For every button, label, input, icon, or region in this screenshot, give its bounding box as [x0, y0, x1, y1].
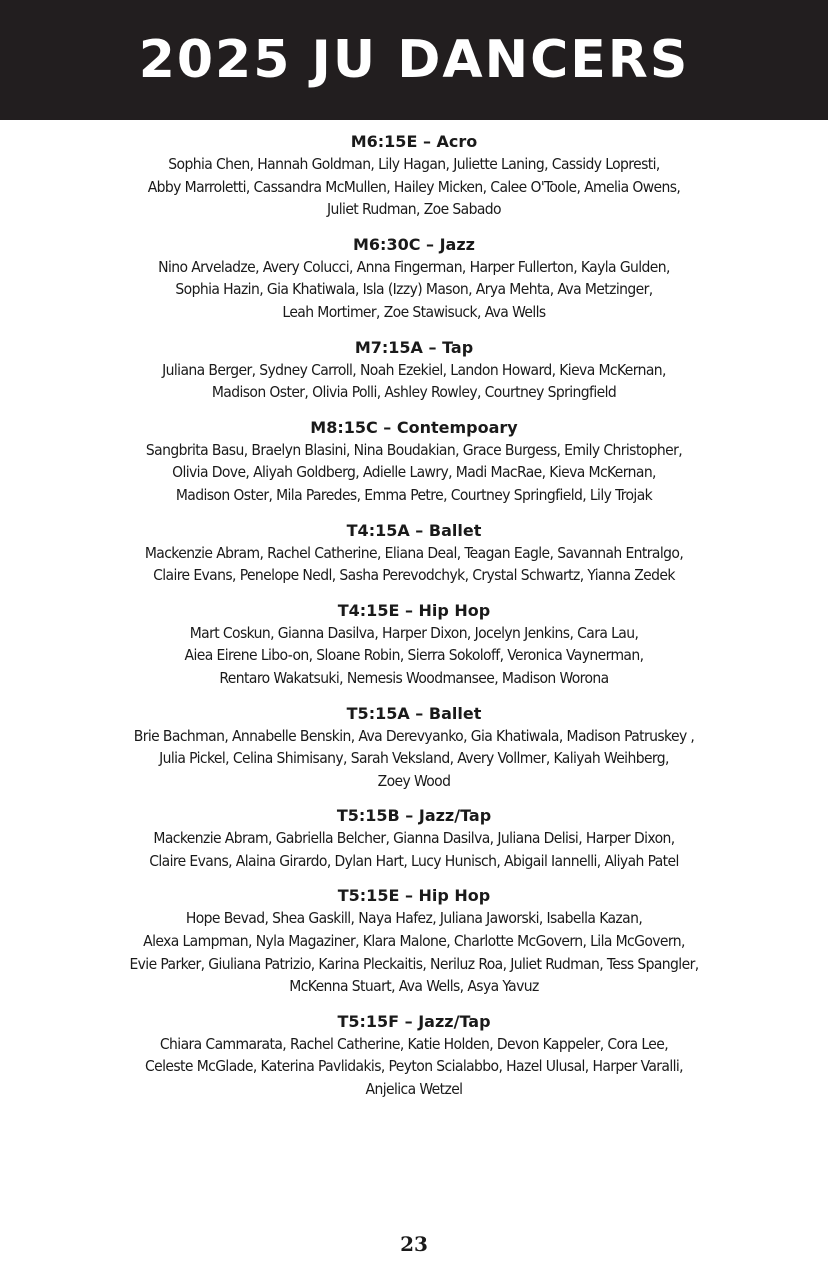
dancer-line: Mart Coskun, Gianna Dasilva, Harper Dixon, Jocelyn Jenkins, Cara Lau, — [189, 623, 639, 642]
dancer-line: Madison Oster, Olivia Polli, Ashley Rowley, Courtney Springfield — [211, 383, 617, 402]
dancer-line: Alexa Lampman, Nyla Magaziner, Klara Malone, Charlotte McGovern, Lila McGovern, — [143, 932, 685, 951]
dancer-line: Mackenzie Abram, Gabriella Belcher, Gianna Dasilva, Juliana Delisi, Harper Dixon, — [153, 829, 675, 848]
dancer-list — [0, 256, 828, 324]
class-heading: T5:15F – Jazz/Tap — [337, 1011, 491, 1031]
dancer-line: Claire Evans, Alaina Girardo, Dylan Hart, Lucy Hunisch, Abigail Iannelli, Aliyah Patel — [149, 851, 679, 870]
dancer-line: Aiea Eirene Libo-on, Sloane Robin, Sierra Sokoloff, Veronica Vaynerman, — [184, 646, 644, 665]
class-roster — [0, 130, 828, 1113]
dancer-line: Celeste McGlade, Katerina Pavlidakis, Peyton Scialabbo, Hazel Ulusal, Harper Varalli, — [144, 1057, 684, 1076]
dancer-list — [0, 439, 828, 507]
dancer-line: Madison Oster, Mila Paredes, Emma Petre, Courtney Springfield, Lily Trojak — [175, 485, 653, 504]
dancer-line: Sophia Chen, Hannah Goldman, Lily Hagan, Juliette Laning, Cassidy Lopresti, — [168, 155, 660, 173]
dancer-line: Abby Marroletti, Cassandra McMullen, Hailey Micken, Calee O'Toole, Amelia Owens, — [147, 177, 681, 196]
dancer-line: Anjelica Wetzel — [365, 1080, 463, 1099]
class-heading: M8:15C – Contempoary — [310, 417, 518, 437]
dancer-list — [0, 622, 828, 690]
class-heading: T4:15A – Ballet — [346, 520, 482, 540]
dancer-line: Juliet Rudman, Zoe Sabado — [327, 200, 501, 219]
dancer-line: Olivia Dove, Aliyah Goldberg, Adielle Lawry, Madi MacRae, Kieva McKernan, — [172, 463, 656, 482]
dancer-line: Evie Parker, Giuliana Patrizio, Karina Pleckaitis, Neriluz Roa, Juliet Rudman, Tess Spangler, — [129, 954, 699, 973]
dancer-list — [0, 725, 828, 793]
class-section — [0, 804, 828, 872]
class-section — [0, 1010, 828, 1101]
class-heading: T4:15E – Hip Hop — [337, 600, 491, 620]
dancer-line: Julia Pickel, Celina Shimisany, Sarah Veksland, Avery Vollmer, Kaliyah Weihberg, — [159, 749, 669, 768]
dancer-line: Brie Bachman, Annabelle Benskin, Ava Derevyanko, Gia Khatiwala, Madison Patruskey , — [133, 726, 695, 745]
dancer-line: Mackenzie Abram, Rachel Catherine, Eliana Deal, Teagan Eagle, Savannah Entralgo, — [144, 543, 684, 562]
dancer-list — [0, 542, 828, 587]
page-title: 2025 JU DANCERS — [138, 30, 690, 90]
dancer-list — [0, 1033, 828, 1101]
dancer-line: McKenna Stuart, Ava Wells, Asya Yavuz — [289, 977, 539, 996]
class-heading: M6:15E – Acro — [350, 132, 478, 151]
dancer-line: Rentaro Wakatsuki, Nemesis Woodmansee, Madison Worona — [219, 668, 609, 687]
dancer-list — [0, 153, 828, 221]
dancer-line: Zoey Wood — [377, 771, 451, 790]
class-section — [0, 599, 828, 690]
dancer-line: Nino Arveladze, Avery Colucci, Anna Fingerman, Harper Fullerton, Kayla Gulden, — [158, 257, 670, 276]
dancer-list — [0, 359, 828, 404]
class-heading: T5:15B – Jazz/Tap — [336, 806, 492, 826]
dancer-line: Hope Bevad, Shea Gaskill, Naya Hafez, Juliana Jaworski, Isabella Kazan, — [185, 909, 643, 928]
dancer-list — [0, 827, 828, 872]
class-section — [0, 233, 828, 324]
class-heading: M7:15A – Tap — [354, 337, 474, 357]
class-section — [0, 702, 828, 793]
class-heading: T5:15E – Hip Hop — [337, 886, 491, 906]
class-heading: T5:15A – Ballet — [346, 703, 482, 723]
class-section — [0, 336, 828, 404]
dancer-list — [0, 907, 828, 997]
dancer-line: Leah Mortimer, Zoe Stawisuck, Ava Wells — [282, 302, 546, 321]
dancer-line: Sophia Hazin, Gia Khatiwala, Isla (Izzy) Mason, Arya Mehta, Ava Metzinger, — [175, 280, 653, 299]
class-section — [0, 519, 828, 587]
class-section — [0, 416, 828, 507]
class-section — [0, 884, 828, 997]
dancer-line: Chiara Cammarata, Rachel Catherine, Katie Holden, Devon Kappeler, Cora Lee, — [159, 1034, 669, 1053]
class-section — [0, 130, 828, 221]
dancer-line: Juliana Berger, Sydney Carroll, Noah Ezekiel, Landon Howard, Kieva McKernan, — [162, 360, 666, 379]
dancer-line: Claire Evans, Penelope Nedl, Sasha Perevodchyk, Crystal Schwartz, Yianna Zedek — [153, 566, 675, 585]
title-banner — [0, 0, 828, 120]
class-heading: M6:30C – Jazz — [353, 234, 475, 254]
dancer-line: Sangbrita Basu, Braelyn Blasini, Nina Boudakian, Grace Burgess, Emily Christopher, — [145, 440, 683, 459]
page-number: 23 — [400, 1232, 428, 1256]
